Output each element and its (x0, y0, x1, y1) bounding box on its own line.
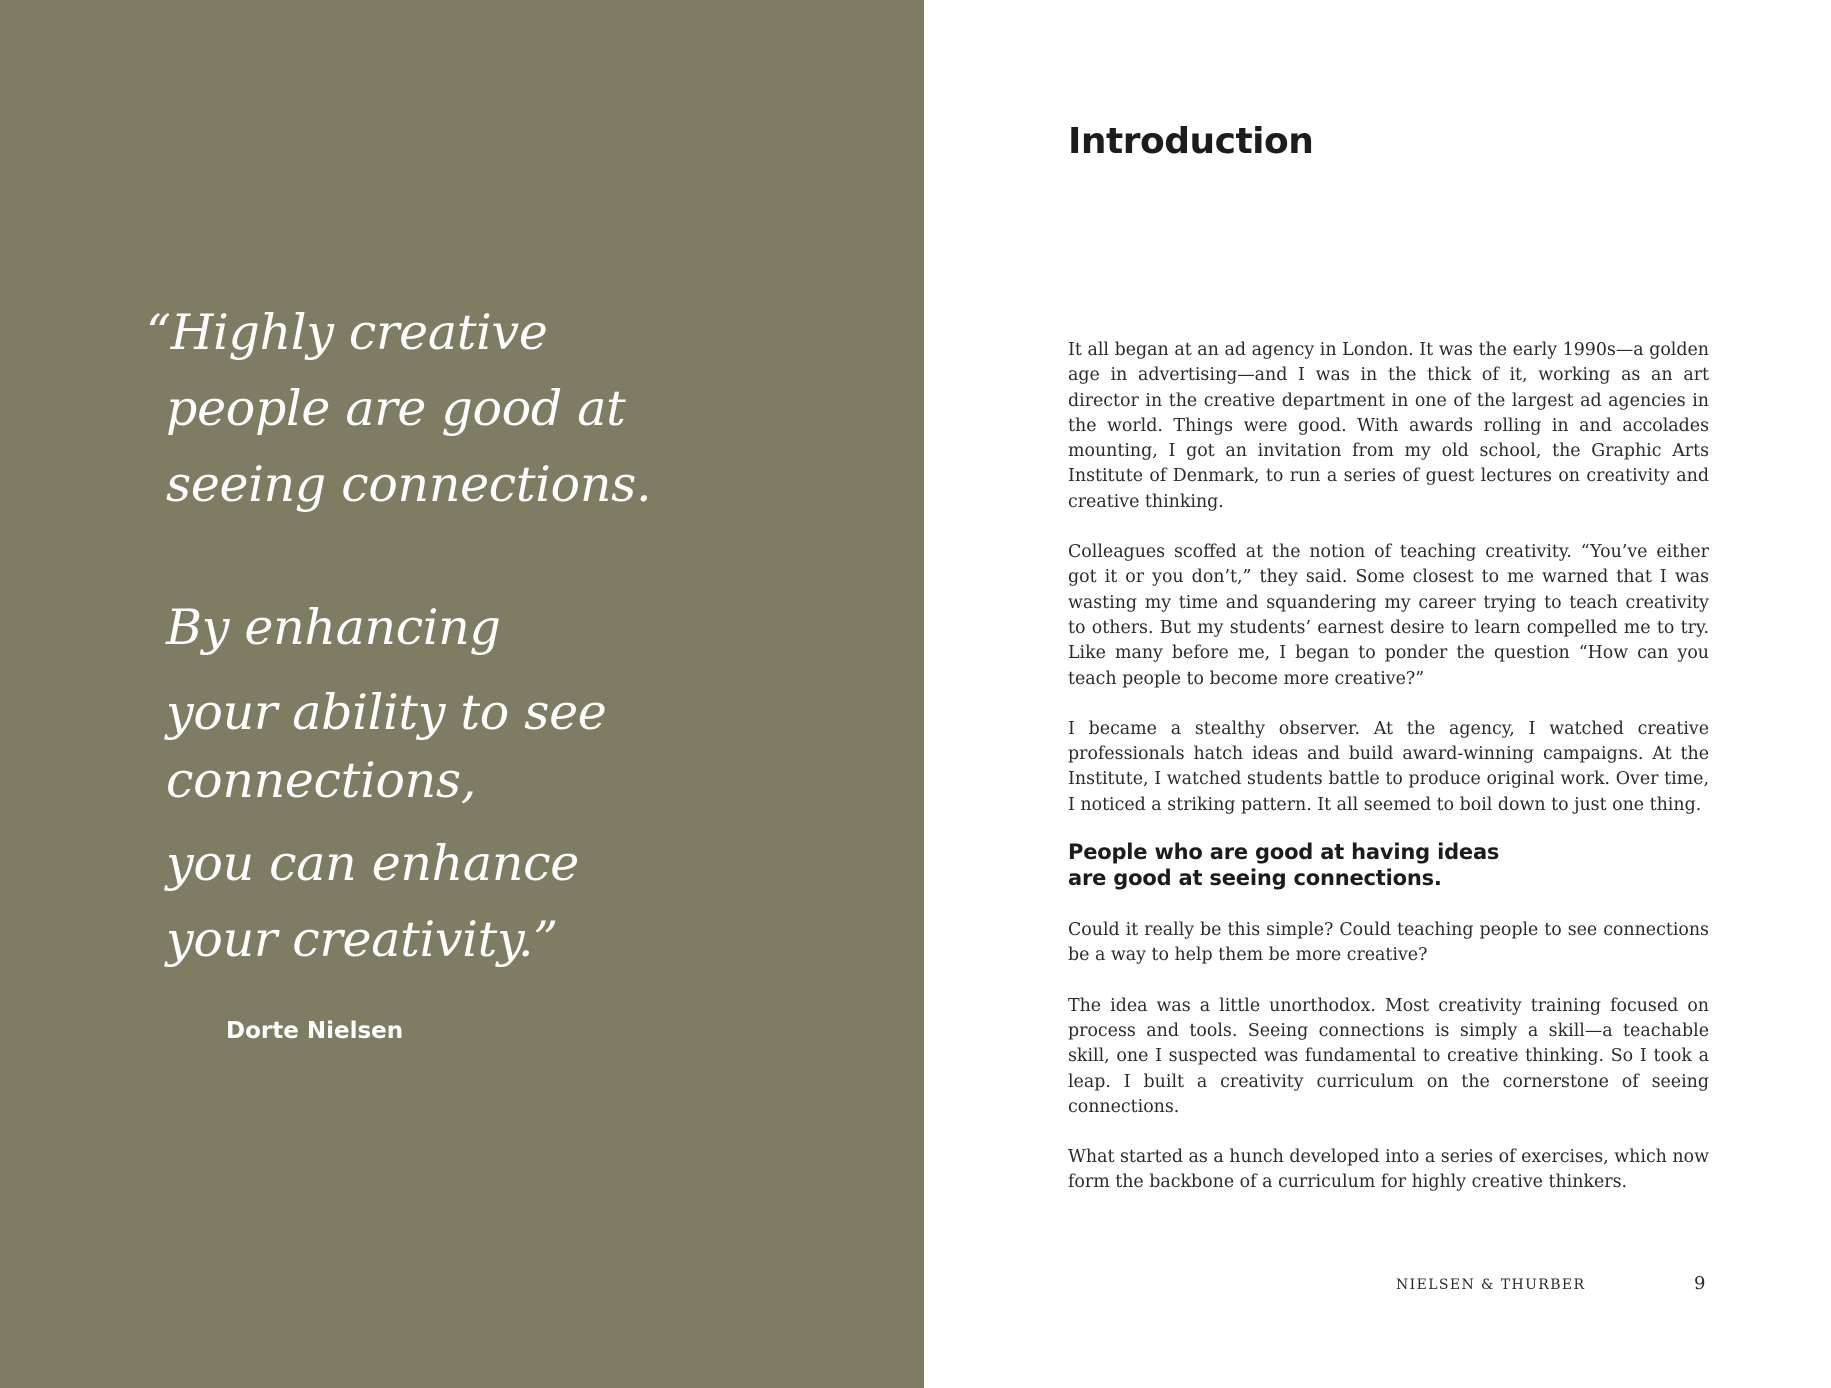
paragraph: The idea was a little unorthodox. Most creativity training focused on process and tools. Seeing connections is simply a skill—a teachable skill, one I suspected was fundamental to creative thinking. So I took a leap. I built a creativity curriculum on the cornerstone of seeing connections. (1068, 995, 1709, 1117)
quote-line: your ability to see (166, 684, 607, 741)
callout-line: People who are good at having ideas (1068, 840, 1500, 865)
paragraph: Could it really be this simple? Could teaching people to see connections be a way to help them be more creative? (1068, 920, 1709, 966)
quote-author: Dorte Nielsen (226, 1018, 404, 1044)
page-title: Introduction (1068, 121, 1314, 162)
right-page-panel (924, 0, 1831, 1388)
body-text (1068, 338, 1709, 1221)
quote-line: seeing connections. (166, 456, 652, 513)
paragraph: It all began at an ad agency in London. It was the early 1990s—a golden age in advertising—and I was in the thick of it, working as an art director in the creative department in one of the largest ad agencies in the world. Things were good. With awards rolling in and accolades mounting, I got an invitation from my old school, the Graphic Arts Institute of Denmark, to run a series of guest lectures on creativity and creative thinking. (1068, 340, 1709, 512)
quote-line: your creativity.” (166, 911, 558, 968)
quote-line: By enhancing (166, 599, 501, 656)
callout-line: are good at seeing connections. (1068, 865, 1442, 890)
quote-line: connections, (166, 752, 477, 809)
quote-line: “Highly creative (146, 304, 548, 361)
quote-line: people are good at (166, 380, 626, 437)
callout-statement (1068, 840, 1709, 891)
paragraph: I became a stealthy observer. At the agency, I watched creative professionals hatch ideas and build award-winning campaigns. At the Institute, I watched students battle to produce original work. Over time, I noticed a striking pattern. It all seemed to boil down to just one thing. (1068, 718, 1709, 815)
page-number: 9 (1694, 1273, 1706, 1294)
paragraph: Colleagues scoffed at the notion of teaching creativity. “You’ve either got it or you don’t,” they said. Some closest to me warned that I was wasting my time and squandering my career trying to teach creativity to others. But my students’ earnest desire to learn compelled me to try. Like many before me, I began to ponder the question “How can you teach people to become more creative?” (1068, 542, 1709, 689)
paragraph: What started as a hunch developed into a series of exercises, which now form the backbone of a curriculum for highly creative thinkers. (1068, 1147, 1709, 1193)
quote-line: you can enhance (166, 835, 579, 892)
running-footer: NIELSEN & THURBER (1396, 1277, 1586, 1293)
